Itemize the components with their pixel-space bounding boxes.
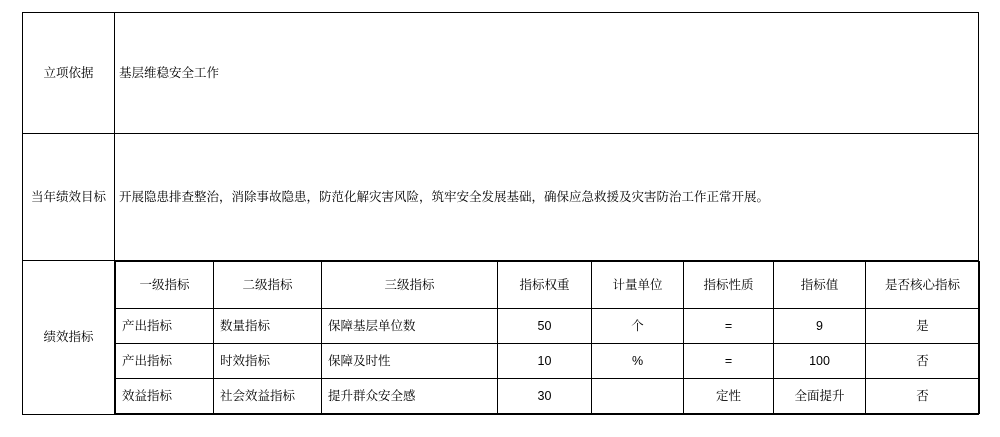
cell-level3: 保障及时性 (322, 344, 498, 379)
indicators-header-row (116, 262, 980, 309)
cell-level3: 提升群众安全感 (322, 379, 498, 414)
cell-value: 全面提升 (774, 379, 866, 414)
goal-label: 当年绩效目标 (23, 134, 115, 261)
cell-level2: 时效指标 (214, 344, 322, 379)
cell-weight: 10 (498, 344, 592, 379)
cell-weight: 50 (498, 309, 592, 344)
cell-nature: = (684, 344, 774, 379)
table-row (116, 309, 980, 344)
performance-target-table (22, 12, 979, 415)
table-row-indicators (23, 261, 979, 415)
basis-value: 基层维稳安全工作 (115, 13, 979, 134)
header-value: 指标值 (774, 262, 866, 309)
indicators-body (115, 261, 979, 415)
cell-nature: = (684, 309, 774, 344)
table-row (116, 344, 980, 379)
header-weight: 指标权重 (498, 262, 592, 309)
indicators-label: 绩效指标 (23, 261, 115, 415)
cell-core: 否 (866, 379, 980, 414)
cell-level2: 社会效益指标 (214, 379, 322, 414)
cell-unit: % (592, 344, 684, 379)
cell-level2: 数量指标 (214, 309, 322, 344)
cell-nature: 定性 (684, 379, 774, 414)
header-core: 是否核心指标 (866, 262, 980, 309)
table-row (116, 379, 980, 414)
cell-level1: 产出指标 (116, 309, 214, 344)
cell-level1: 产出指标 (116, 344, 214, 379)
header-level2: 二级指标 (214, 262, 322, 309)
table-row-goal (23, 134, 979, 261)
cell-level1: 效益指标 (116, 379, 214, 414)
basis-label: 立项依据 (23, 13, 115, 134)
cell-core: 是 (866, 309, 980, 344)
cell-value: 9 (774, 309, 866, 344)
cell-level3: 保障基层单位数 (322, 309, 498, 344)
header-level3: 三级指标 (322, 262, 498, 309)
goal-value: 开展隐患排查整治，消除事故隐患，防范化解灾害风险，筑牢安全发展基础，确保应急救援及灾害防治工作正常开展。 (115, 134, 979, 261)
cell-value: 100 (774, 344, 866, 379)
cell-weight: 30 (498, 379, 592, 414)
header-level1: 一级指标 (116, 262, 214, 309)
header-nature: 指标性质 (684, 262, 774, 309)
indicators-table (115, 261, 980, 414)
cell-unit: 个 (592, 309, 684, 344)
cell-core: 否 (866, 344, 980, 379)
cell-unit (592, 379, 684, 414)
table-row-basis (23, 13, 979, 134)
header-unit: 计量单位 (592, 262, 684, 309)
